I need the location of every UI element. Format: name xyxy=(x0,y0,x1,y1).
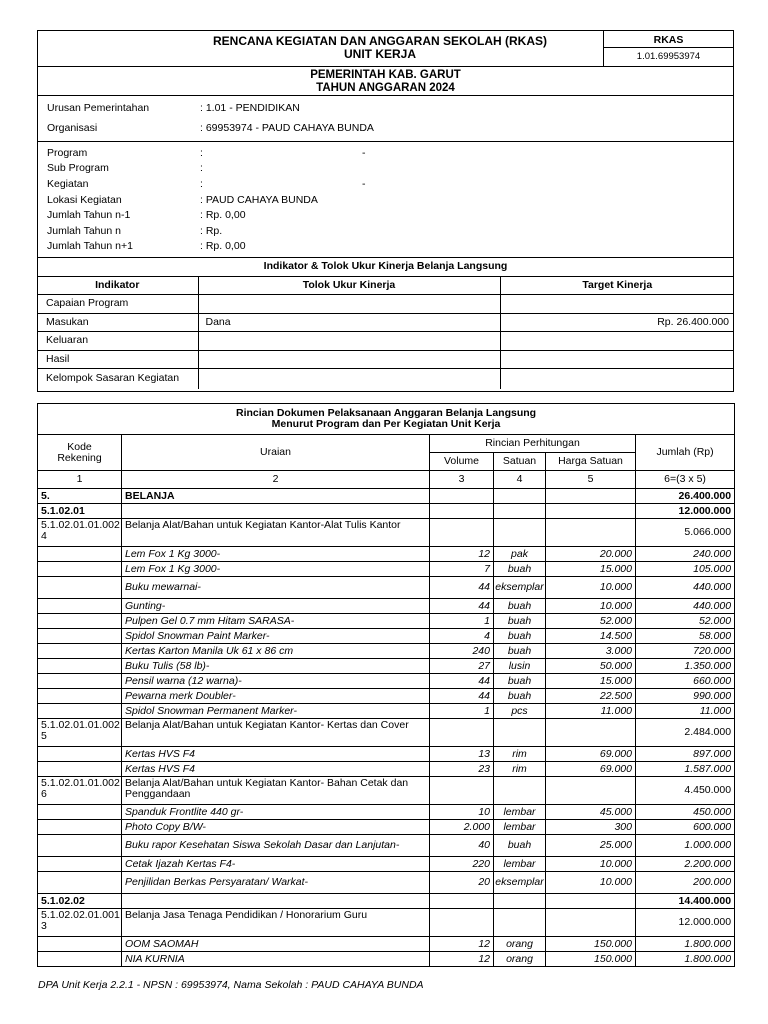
info-subprogram-value: : xyxy=(200,162,203,174)
row-kode xyxy=(38,689,122,704)
row-harga: 10.000 xyxy=(546,599,636,614)
row-harga xyxy=(546,504,636,519)
row-jumlah: 440.000 xyxy=(636,577,735,599)
kinerja-indikator: Kelompok Sasaran Kegiatan xyxy=(37,368,198,389)
kinerja-target xyxy=(500,350,734,368)
row-jumlah: 200.000 xyxy=(636,872,735,894)
table-row xyxy=(38,747,735,762)
rkas-label: RKAS xyxy=(653,34,684,46)
row-kode xyxy=(38,674,122,689)
row-kode xyxy=(38,872,122,894)
kinerja-indikator: Hasil xyxy=(37,350,198,368)
row-satuan: buah xyxy=(494,689,546,704)
row-volume xyxy=(430,894,494,909)
table-row xyxy=(38,659,735,674)
row-harga: 15.000 xyxy=(546,674,636,689)
kinerja-tolok xyxy=(198,331,500,350)
row-jumlah: 440.000 xyxy=(636,599,735,614)
row-uraian: Pulpen Gel 0.7 mm Hitam SARASA- xyxy=(122,614,430,629)
row-jumlah: 897.000 xyxy=(636,747,735,762)
row-kode xyxy=(38,835,122,857)
row-volume xyxy=(430,719,494,747)
government-title: PEMERINTAH KAB. GARUT TAHUN ANGGARAN 2024 xyxy=(310,69,461,94)
row-jumlah: 720.000 xyxy=(636,644,735,659)
table-row xyxy=(38,777,735,805)
table-row xyxy=(38,872,735,894)
row-harga: 69.000 xyxy=(546,762,636,777)
kinerja-tolok: Dana xyxy=(198,313,500,331)
row-uraian xyxy=(122,504,430,519)
row-jumlah: 2.200.000 xyxy=(636,857,735,872)
table-row xyxy=(38,857,735,872)
kinerja-indikator: Capaian Program xyxy=(37,294,198,313)
row-volume: 40 xyxy=(430,835,494,857)
row-uraian: Cetak Ijazah Kertas F4- xyxy=(122,857,430,872)
row-harga: 10.000 xyxy=(546,577,636,599)
row-uraian: Lem Fox 1 Kg 3000- xyxy=(122,562,430,577)
info-program-extra: - xyxy=(362,147,366,159)
row-kode xyxy=(38,937,122,952)
row-kode xyxy=(38,952,122,967)
row-volume xyxy=(430,909,494,937)
row-kode xyxy=(38,614,122,629)
info-tahun-n-value: : Rp. xyxy=(200,225,223,237)
row-harga xyxy=(546,719,636,747)
row-uraian: Belanja Alat/Bahan untuk Kegiatan Kantor- Kertas dan Cover xyxy=(122,719,430,747)
row-jumlah: 2.484.000 xyxy=(636,719,735,747)
row-volume: 240 xyxy=(430,644,494,659)
row-satuan xyxy=(494,894,546,909)
col-header-harga: Harga Satuan xyxy=(546,453,636,471)
table-row xyxy=(38,762,735,777)
info-kegiatan-value: : xyxy=(200,178,203,190)
row-volume: 10 xyxy=(430,805,494,820)
row-uraian: Photo Copy B/W- xyxy=(122,820,430,835)
row-kode xyxy=(38,820,122,835)
kinerja-target xyxy=(500,368,734,389)
row-satuan: rim xyxy=(494,762,546,777)
row-satuan: orang xyxy=(494,952,546,967)
table-row xyxy=(38,614,735,629)
col-header-volume: Volume xyxy=(430,453,494,471)
row-jumlah: 52.000 xyxy=(636,614,735,629)
table-row xyxy=(38,704,735,719)
row-uraian: Kertas HVS F4 xyxy=(122,747,430,762)
info-tahun-n1-label: Jumlah Tahun n-1 xyxy=(47,209,131,221)
row-jumlah: 1.350.000 xyxy=(636,659,735,674)
row-volume: 23 xyxy=(430,762,494,777)
row-volume: 13 xyxy=(430,747,494,762)
row-satuan xyxy=(494,504,546,519)
table-row xyxy=(38,629,735,644)
row-harga: 14.500 xyxy=(546,629,636,644)
col-header-uraian: Uraian xyxy=(122,435,430,471)
row-jumlah: 1.800.000 xyxy=(636,952,735,967)
row-satuan xyxy=(494,909,546,937)
row-harga xyxy=(546,519,636,547)
row-harga xyxy=(546,909,636,937)
kinerja-tolok xyxy=(198,294,500,313)
row-satuan: lembar xyxy=(494,805,546,820)
kinerja-header-tolok-ukur: Tolok Ukur Kinerja xyxy=(198,276,500,294)
row-jumlah: 12.000.000 xyxy=(636,909,735,937)
table-row xyxy=(38,820,735,835)
row-jumlah: 240.000 xyxy=(636,547,735,562)
col-number: 4 xyxy=(494,471,546,489)
row-volume: 27 xyxy=(430,659,494,674)
row-harga: 11.000 xyxy=(546,704,636,719)
row-uraian: Spidol Snowman Permanent Marker- xyxy=(122,704,430,719)
row-satuan: buah xyxy=(494,835,546,857)
row-satuan xyxy=(494,519,546,547)
info-tahun-n-plus1-value: : Rp. 0,00 xyxy=(200,240,246,252)
row-kode: 5.1.02.02 xyxy=(38,894,122,909)
col-header-kode: Kode Rekening xyxy=(38,435,122,471)
row-kode xyxy=(38,857,122,872)
row-jumlah: 11.000 xyxy=(636,704,735,719)
row-harga: 52.000 xyxy=(546,614,636,629)
row-kode: 5.1.02.01 xyxy=(38,504,122,519)
row-kode xyxy=(38,805,122,820)
row-volume xyxy=(430,504,494,519)
row-satuan: buah xyxy=(494,629,546,644)
row-uraian: BELANJA xyxy=(122,489,430,504)
row-jumlah: 660.000 xyxy=(636,674,735,689)
table-row xyxy=(38,689,735,704)
info-lokasi-value: : PAUD CAHAYA BUNDA xyxy=(200,194,318,206)
row-satuan: lembar xyxy=(494,820,546,835)
row-volume: 12 xyxy=(430,937,494,952)
rkas-code: 1.01.69953974 xyxy=(636,51,701,62)
table-row xyxy=(38,519,735,547)
row-uraian: Belanja Alat/Bahan untuk Kegiatan Kantor-Alat Tulis Kantor xyxy=(122,519,430,547)
row-satuan xyxy=(494,489,546,504)
row-harga: 45.000 xyxy=(546,805,636,820)
row-volume: 12 xyxy=(430,952,494,967)
row-volume: 4 xyxy=(430,629,494,644)
row-kode xyxy=(38,577,122,599)
row-harga: 150.000 xyxy=(546,937,636,952)
row-uraian: OOM SAOMAH xyxy=(122,937,430,952)
row-satuan: lembar xyxy=(494,857,546,872)
row-volume: 12 xyxy=(430,547,494,562)
document-title: RENCANA KEGIATAN DAN ANGGARAN SEKOLAH (RKAS) UNIT KERJA xyxy=(213,34,547,61)
row-satuan xyxy=(494,719,546,747)
table-row xyxy=(38,562,735,577)
row-uraian: Spidol Snowman Paint Marker- xyxy=(122,629,430,644)
row-kode xyxy=(38,547,122,562)
row-volume: 1 xyxy=(430,614,494,629)
row-uraian: Spanduk Frontlite 440 gr- xyxy=(122,805,430,820)
row-uraian: Kertas Karton Manila Uk 61 x 86 cm xyxy=(122,644,430,659)
row-jumlah: 990.000 xyxy=(636,689,735,704)
row-harga: 50.000 xyxy=(546,659,636,674)
kinerja-indikator: Masukan xyxy=(37,313,198,331)
table-row xyxy=(38,937,735,952)
row-satuan: buah xyxy=(494,674,546,689)
table-row xyxy=(38,805,735,820)
table-row xyxy=(38,952,735,967)
row-kode xyxy=(38,644,122,659)
row-satuan xyxy=(494,777,546,805)
row-satuan: buah xyxy=(494,599,546,614)
info-tahun-n-plus1-label: Jumlah Tahun n+1 xyxy=(47,240,133,252)
info-tahun-n-label: Jumlah Tahun n xyxy=(47,225,121,237)
row-kode xyxy=(38,704,122,719)
kinerja-target xyxy=(500,294,734,313)
row-volume: 44 xyxy=(430,674,494,689)
col-number: 3 xyxy=(430,471,494,489)
col-number: 1 xyxy=(38,471,122,489)
row-jumlah: 600.000 xyxy=(636,820,735,835)
row-jumlah: 1.587.000 xyxy=(636,762,735,777)
row-uraian: Penjilidan Berkas Persyaratan/ Warkat- xyxy=(122,872,430,894)
table-row xyxy=(38,894,735,909)
row-uraian: Buku Tulis (58 lb)- xyxy=(122,659,430,674)
row-jumlah: 58.000 xyxy=(636,629,735,644)
kinerja-tolok xyxy=(198,350,500,368)
row-harga: 300 xyxy=(546,820,636,835)
info-urusan-label: Urusan Pemerintahan xyxy=(47,102,150,114)
row-uraian xyxy=(122,894,430,909)
row-volume: 44 xyxy=(430,577,494,599)
row-volume xyxy=(430,777,494,805)
row-satuan: buah xyxy=(494,644,546,659)
row-satuan: eksemplar xyxy=(494,872,546,894)
row-satuan: rim xyxy=(494,747,546,762)
row-volume: 20 xyxy=(430,872,494,894)
row-kode: 5. xyxy=(38,489,122,504)
row-harga: 150.000 xyxy=(546,952,636,967)
info-subprogram-label: Sub Program xyxy=(47,162,109,174)
row-volume xyxy=(430,519,494,547)
row-volume xyxy=(430,489,494,504)
table-row xyxy=(38,644,735,659)
row-harga: 22.500 xyxy=(546,689,636,704)
info-kegiatan-label: Kegiatan xyxy=(47,178,89,190)
row-volume: 1 xyxy=(430,704,494,719)
row-satuan: pak xyxy=(494,547,546,562)
row-harga: 69.000 xyxy=(546,747,636,762)
row-kode: 5.1.02.02.01.0013 xyxy=(38,909,122,937)
row-uraian: Belanja Alat/Bahan untuk Kegiatan Kantor- Bahan Cetak dan Penggandaan xyxy=(122,777,430,805)
table-row xyxy=(38,489,735,504)
info-urusan-value: : 1.01 - PENDIDIKAN xyxy=(200,102,300,114)
col-number: 5 xyxy=(546,471,636,489)
info-organisasi-value: : 69953974 - PAUD CAHAYA BUNDA xyxy=(200,122,374,134)
row-satuan: eksemplar xyxy=(494,577,546,599)
row-jumlah: 1.000.000 xyxy=(636,835,735,857)
footer-note: DPA Unit Kerja 2.2.1 - NPSN : 69953974, Nama Sekolah : PAUD CAHAYA BUNDA xyxy=(38,979,424,991)
row-uraian: NIA KURNIA xyxy=(122,952,430,967)
info-kegiatan-extra: - xyxy=(362,178,366,190)
info-program-value: : xyxy=(200,147,203,159)
row-kode xyxy=(38,762,122,777)
row-harga xyxy=(546,489,636,504)
kinerja-header-target: Target Kinerja xyxy=(500,276,734,294)
row-satuan: buah xyxy=(494,614,546,629)
kinerja-target xyxy=(500,331,734,350)
row-kode: 5.1.02.01.01.0024 xyxy=(38,519,122,547)
row-volume: 7 xyxy=(430,562,494,577)
rincian-title: Rincian Dokumen Pelaksanaan Anggaran Belanja Langsung Menurut Program dan Per Kegiatan Unit Kerja xyxy=(38,404,735,435)
row-harga: 10.000 xyxy=(546,872,636,894)
kinerja-title: Indikator & Tolok Ukur Kinerja Belanja Langsung xyxy=(37,257,734,276)
row-harga: 15.000 xyxy=(546,562,636,577)
row-volume: 44 xyxy=(430,599,494,614)
row-kode xyxy=(38,659,122,674)
row-uraian: Buku rapor Kesehatan Siswa Sekolah Dasar dan Lanjutan- xyxy=(122,835,430,857)
table-row xyxy=(38,909,735,937)
info-organisasi-label: Organisasi xyxy=(47,122,98,134)
col-number: 2 xyxy=(122,471,430,489)
row-kode xyxy=(38,629,122,644)
row-uraian: Buku mewarnai- xyxy=(122,577,430,599)
row-uraian: Kertas HVS F4 xyxy=(122,762,430,777)
table-row xyxy=(38,547,735,562)
table-row xyxy=(38,504,735,519)
row-jumlah: 1.800.000 xyxy=(636,937,735,952)
row-uraian: Lem Fox 1 Kg 3000- xyxy=(122,547,430,562)
row-jumlah: 4.450.000 xyxy=(636,777,735,805)
row-jumlah: 450.000 xyxy=(636,805,735,820)
row-harga: 3.000 xyxy=(546,644,636,659)
table-row xyxy=(38,674,735,689)
kinerja-table xyxy=(37,257,734,389)
row-harga: 20.000 xyxy=(546,547,636,562)
table-row xyxy=(38,835,735,857)
table-row xyxy=(38,719,735,747)
row-jumlah: 105.000 xyxy=(636,562,735,577)
row-satuan: buah xyxy=(494,562,546,577)
row-uraian: Pensil warna (12 warna)- xyxy=(122,674,430,689)
row-uraian: Gunting- xyxy=(122,599,430,614)
kinerja-header-indikator: Indikator xyxy=(37,276,198,294)
row-kode: 5.1.02.01.01.0026 xyxy=(38,777,122,805)
col-header-perhitungan: Rincian Perhitungan xyxy=(430,435,636,453)
kinerja-tolok xyxy=(198,368,500,389)
rincian-table xyxy=(37,403,735,967)
row-harga: 10.000 xyxy=(546,857,636,872)
row-volume: 2.000 xyxy=(430,820,494,835)
kinerja-indikator: Keluaran xyxy=(37,331,198,350)
info-program-label: Program xyxy=(47,147,88,159)
col-header-jumlah: Jumlah (Rp) xyxy=(636,435,735,471)
row-jumlah: 14.400.000 xyxy=(636,894,735,909)
row-uraian: Belanja Jasa Tenaga Pendidikan / Honorarium Guru xyxy=(122,909,430,937)
row-harga xyxy=(546,777,636,805)
row-jumlah: 12.000.000 xyxy=(636,504,735,519)
row-volume: 44 xyxy=(430,689,494,704)
row-satuan: orang xyxy=(494,937,546,952)
kinerja-target: Rp. 26.400.000 xyxy=(500,313,734,331)
table-row xyxy=(38,599,735,614)
row-satuan: pcs xyxy=(494,704,546,719)
row-satuan: lusin xyxy=(494,659,546,674)
row-uraian: Pewarna merk Doubler- xyxy=(122,689,430,704)
col-header-satuan: Satuan xyxy=(494,453,546,471)
row-harga xyxy=(546,894,636,909)
row-jumlah: 5.066.000 xyxy=(636,519,735,547)
row-kode: 5.1.02.01.01.0025 xyxy=(38,719,122,747)
row-kode xyxy=(38,599,122,614)
info-tahun-n1-value: : Rp. 0,00 xyxy=(200,209,246,221)
row-kode xyxy=(38,562,122,577)
table-row xyxy=(38,577,735,599)
row-jumlah: 26.400.000 xyxy=(636,489,735,504)
row-volume: 220 xyxy=(430,857,494,872)
row-kode xyxy=(38,747,122,762)
info-lokasi-label: Lokasi Kegiatan xyxy=(47,194,122,206)
row-harga: 25.000 xyxy=(546,835,636,857)
col-number: 6=(3 x 5) xyxy=(636,471,735,489)
